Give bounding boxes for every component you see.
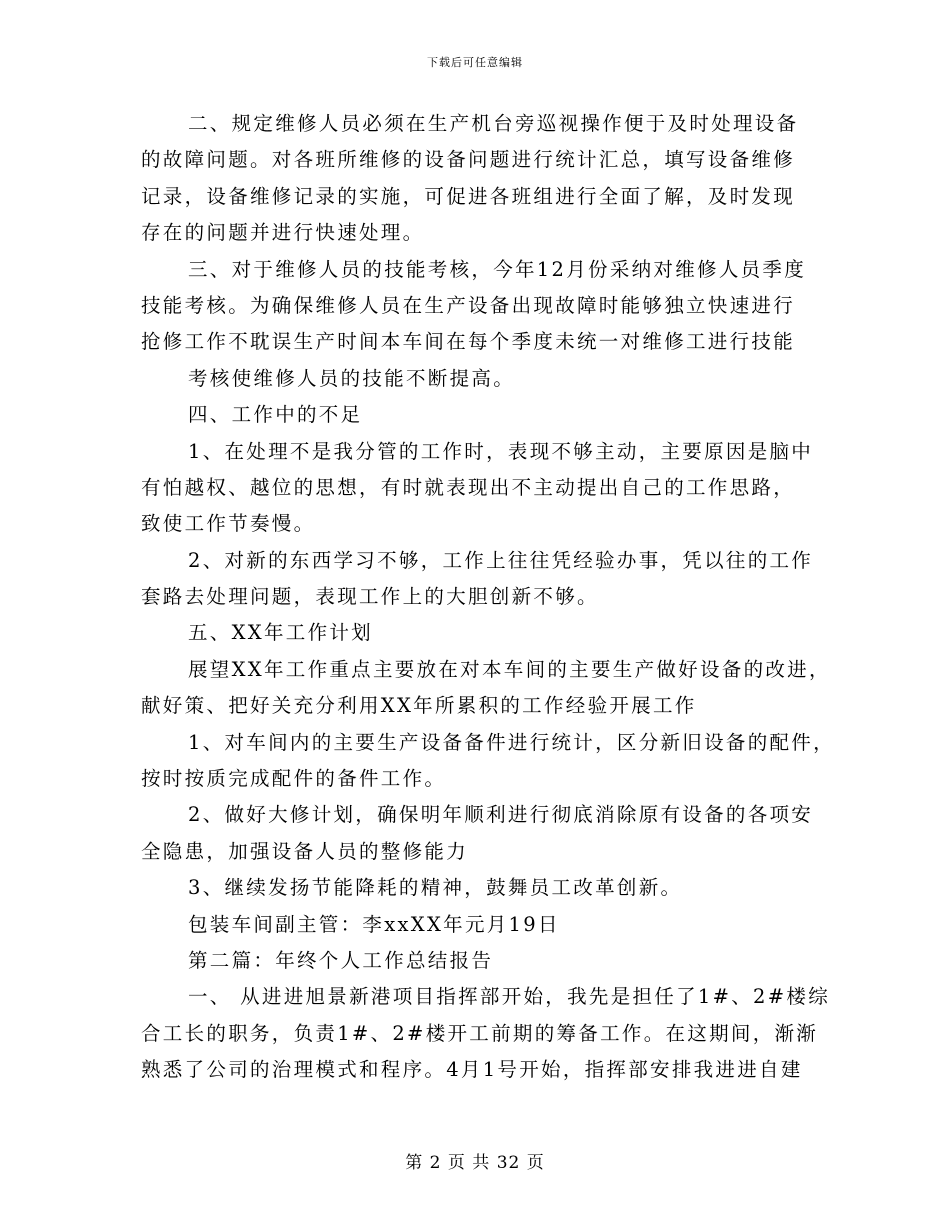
text-line: 四、工作中的不足 xyxy=(188,403,363,427)
text-line: 的故障问题。对各班所维修的设备问题进行统计汇总，填写设备维修 xyxy=(141,148,796,172)
document-body xyxy=(141,106,835,1089)
text-line: 合工长的职务，负责1#、2#楼开工前期的筹备工作。在这期间，渐渐 xyxy=(141,1021,819,1045)
page-header: 下载后可任意编辑 xyxy=(427,56,523,69)
text-line: 技能考核。为确保维修人员在生产设备出现故障时能够独立快速进行 xyxy=(141,293,796,317)
text-line: 记录，设备维修记录的实施，可促进各班组进行全面了解，及时发现 xyxy=(141,184,796,208)
text-line: 2、对新的东西学习不够，工作上往往凭经验办事，凭以往的工作 xyxy=(188,548,814,572)
text-line: 二、规定维修人员必须在生产机台旁巡视操作便于及时处理设备 xyxy=(188,112,799,135)
text-line: 致使工作节奏慢。 xyxy=(141,512,316,536)
text-line: 献好策、把好关充分利用XX年所累积的工作经验开展工作 xyxy=(141,694,697,718)
text-line: 展望XX年工作重点主要放在对本车间的主要生产做好设备的改进， xyxy=(188,657,831,681)
text-line: 存在的问题并进行快速处理。 xyxy=(141,221,425,245)
text-line: 全隐患，加强设备人员的整修能力 xyxy=(141,839,469,863)
text-line: 包装车间副主管：李xxXX年元月19日 xyxy=(188,912,560,936)
text-line: 3、继续发扬节能降耗的精神，鼓舞员工改革创新。 xyxy=(188,876,683,900)
text-line: 抢修工作不耽误生产时间本车间在每个季度未统一对维修工进行技能 xyxy=(141,330,796,354)
text-line: 第二篇：年终个人工作总结报告 xyxy=(188,948,494,972)
text-line: 有怕越权、越位的思想，有时就表现出不主动提出自己的工作思路， xyxy=(141,475,796,499)
text-line: 按时按质完成配件的备件工作。 xyxy=(141,767,447,791)
text-line: 套路去处理问题，表现工作上的大胆创新不够。 xyxy=(141,585,599,609)
text-line: 熟悉了公司的治理模式和程序。4月1号开始，指挥部安排我进进自建 xyxy=(141,1058,803,1082)
text-line: 考核使维修人员的技能不断提高。 xyxy=(188,366,516,390)
page-footer: 第 2 页 共 32 页 xyxy=(405,1153,545,1173)
text-line: 1、对车间内的主要生产设备备件进行统计，区分新旧设备的配件， xyxy=(188,730,835,754)
text-line: 五、XX年工作计划 xyxy=(188,621,373,645)
text-line: 2、做好大修计划，确保明年顺利进行彻底消除原有设备的各项安 xyxy=(188,803,814,827)
text-line: 三、对于维修人员的技能考核，今年12月份采纳对维修人员季度 xyxy=(188,257,807,281)
text-line: 一、 从进进旭景新港项目指挥部开始，我先是担任了1#、2#楼综 xyxy=(188,985,830,1009)
text-line: 1、在处理不是我分管的工作时，表现不够主动，主要原因是脑中 xyxy=(188,439,814,463)
